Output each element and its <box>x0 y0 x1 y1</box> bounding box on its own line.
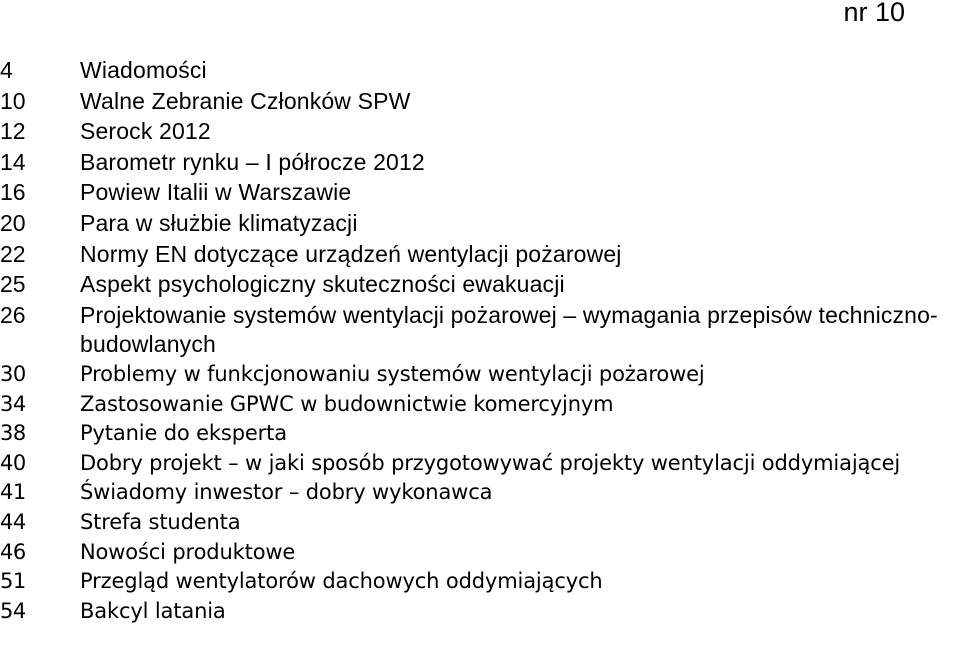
toc-page-number: 12 <box>0 118 26 145</box>
toc-entry <box>0 301 959 360</box>
toc-entry <box>0 117 959 148</box>
toc-entry <box>0 508 959 538</box>
toc-entry <box>0 178 959 209</box>
toc-page-number: 20 <box>0 209 26 236</box>
toc-page-number: 34 <box>0 391 26 416</box>
toc-title: Powiew Italii w Warszawie <box>80 179 352 206</box>
toc-page-number: 22 <box>0 240 26 267</box>
toc-title: Para w służbie klimatyzacji <box>80 209 358 236</box>
toc-entry <box>0 567 959 597</box>
toc-title: Przegląd wentylatorów dachowych oddymiających <box>80 569 603 594</box>
toc-page-number: 10 <box>0 87 26 114</box>
toc-title: Projektowanie systemów wentylacji pożarowej – wymagania przepisów techniczno-budowlanych <box>80 301 938 358</box>
toc-entry <box>0 478 959 508</box>
toc-title: Normy EN dotyczące urządzeń wentylacji pożarowej <box>80 240 622 267</box>
toc-entry <box>0 148 959 179</box>
toc-page-number: 41 <box>0 480 26 505</box>
toc-title: Aspekt psychologiczny skuteczności ewakuacji <box>80 271 565 298</box>
toc-entry <box>0 56 959 87</box>
toc-entry <box>0 360 959 390</box>
toc-page-number: 26 <box>0 301 26 328</box>
toc-title: Barometr rynku – I półrocze 2012 <box>80 148 425 175</box>
toc-page-number: 46 <box>0 539 26 564</box>
toc-page-number: 51 <box>0 569 26 594</box>
toc-entry <box>0 270 959 301</box>
toc-title: Walne Zebranie Członków SPW <box>80 87 411 114</box>
toc-page-number: 38 <box>0 421 26 446</box>
toc-title: Zastosowanie GPWC w budownictwie komercyjnym <box>80 391 614 416</box>
toc-page-number: 30 <box>0 361 26 386</box>
toc-title: Świadomy inwestor – dobry wykonawca <box>80 480 493 505</box>
toc-entry <box>0 419 959 449</box>
toc-page-number: 54 <box>0 598 26 623</box>
toc-entry <box>0 240 959 271</box>
toc-page-number: 44 <box>0 509 26 534</box>
toc-title: Pytanie do eksperta <box>80 421 287 446</box>
toc-page-number: 16 <box>0 179 26 206</box>
toc-entry <box>0 597 959 627</box>
toc-page-number: 25 <box>0 271 26 298</box>
toc-page-number: 4 <box>0 57 13 83</box>
toc-title: Dobry projekt – w jaki sposób przygotowywać projekty wentylacji oddymiającej <box>80 450 901 475</box>
table-of-contents <box>0 56 959 626</box>
toc-entry <box>0 538 959 568</box>
toc-title: Nowości produktowe <box>80 539 296 564</box>
toc-title: Bakcyl latania <box>80 598 226 623</box>
issue-number: nr 10 <box>843 0 905 27</box>
toc-title: Wiadomości <box>80 57 207 83</box>
toc-entry <box>0 390 959 420</box>
toc-entry <box>0 449 959 479</box>
toc-page-number: 40 <box>0 450 26 475</box>
toc-title: Strefa studenta <box>80 509 241 534</box>
toc-entry <box>0 209 959 240</box>
toc-title: Serock 2012 <box>80 118 211 145</box>
toc-entry <box>0 87 959 118</box>
toc-page-number: 14 <box>0 148 26 175</box>
toc-title: Problemy w funkcjonowaniu systemów wentylacji pożarowej <box>80 361 705 386</box>
